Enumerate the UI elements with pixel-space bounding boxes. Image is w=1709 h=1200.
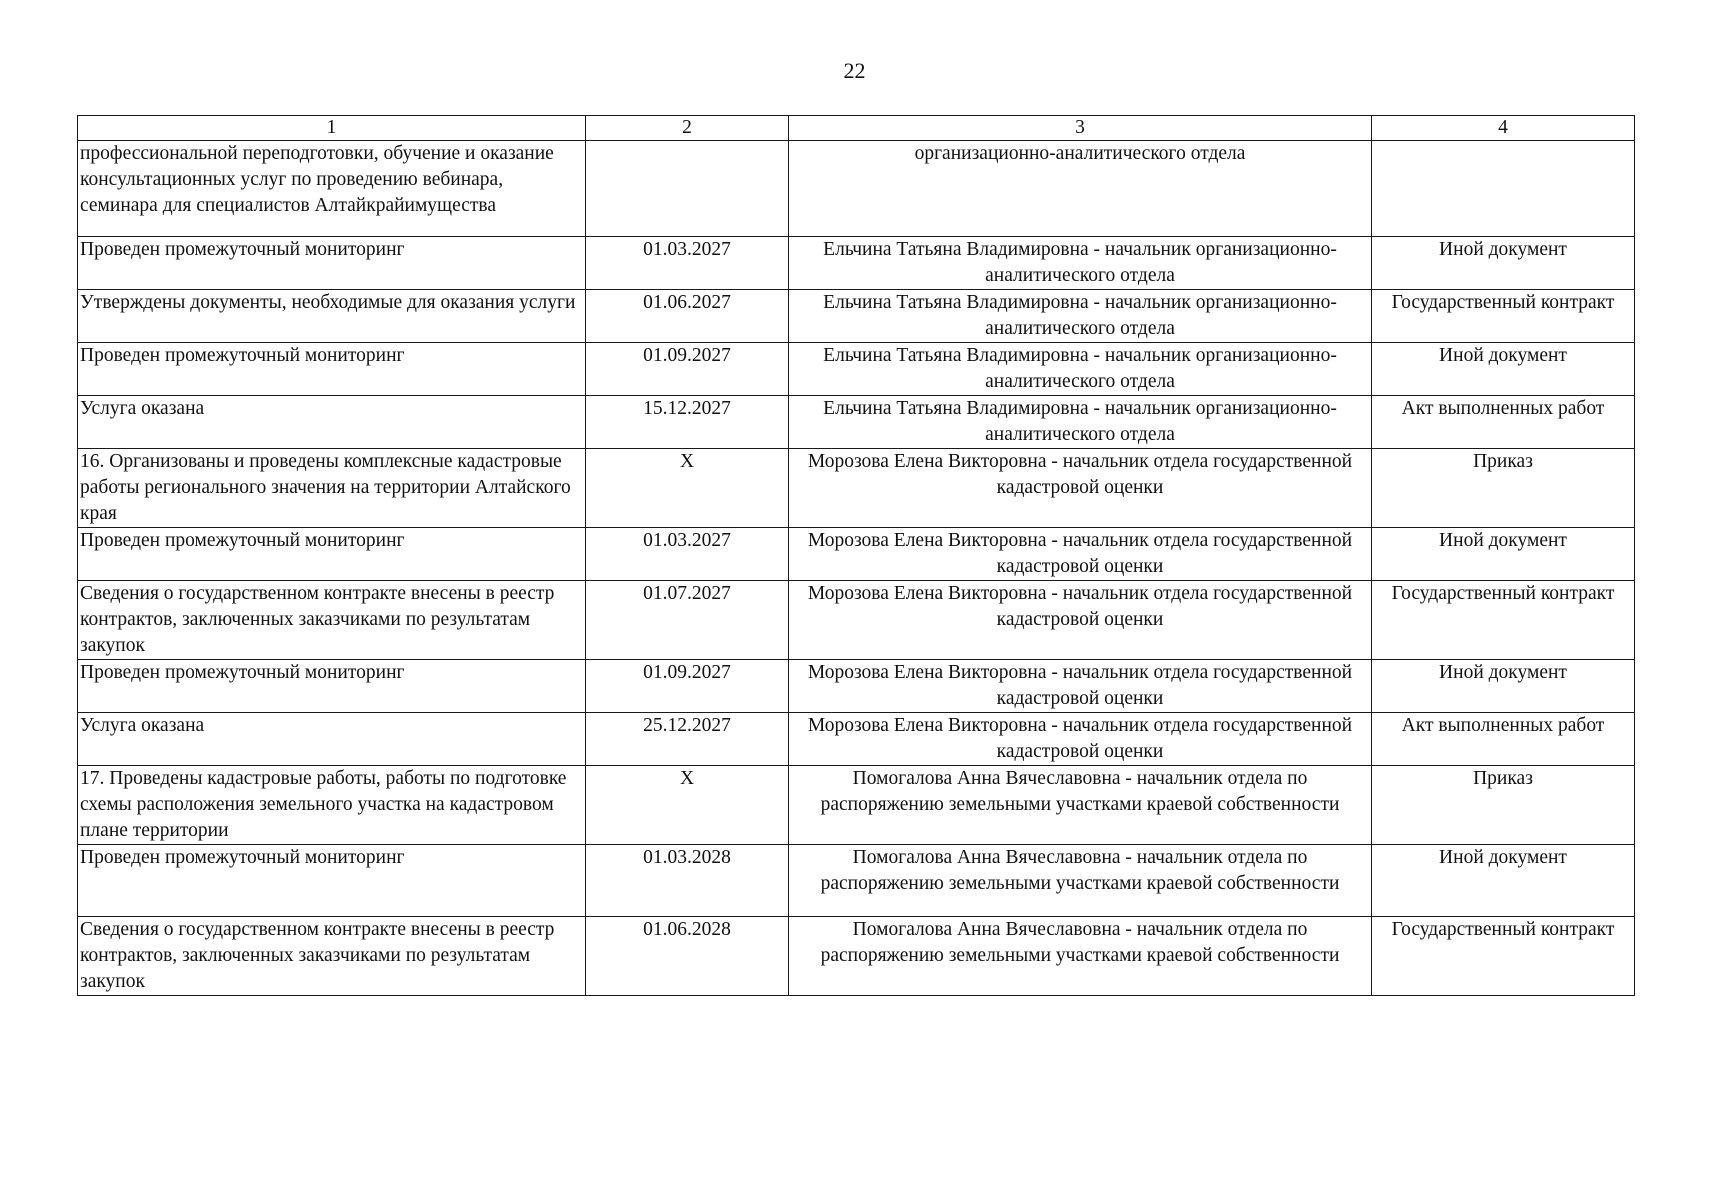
document-type-cell: Приказ bbox=[1372, 449, 1635, 528]
column-header-3: 3 bbox=[789, 116, 1372, 141]
responsible-cell: Ельчина Татьяна Владимировна - начальник организационно-аналитического отдела bbox=[789, 396, 1372, 449]
responsible-cell: Ельчина Татьяна Владимировна - начальник организационно-аналитического отдела bbox=[789, 237, 1372, 290]
milestone-cell: профессиональной переподготовки, обучение и оказание консультационных услуг по проведению вебинара, семинара для специалистов Алтайкрайимущества bbox=[78, 141, 586, 237]
document-type-cell: Государственный контракт bbox=[1372, 290, 1635, 343]
column-header-4: 4 bbox=[1372, 116, 1635, 141]
table-row bbox=[78, 660, 1635, 713]
responsible-cell: Ельчина Татьяна Владимировна - начальник организационно-аналитического отдела bbox=[789, 343, 1372, 396]
milestone-cell: Проведен промежуточный мониторинг bbox=[78, 528, 586, 581]
responsible-cell: Помогалова Анна Вячеславовна - начальник отдела по распоряжению земельными участками краевой собственности bbox=[789, 766, 1372, 845]
deadline-cell: Х bbox=[586, 766, 789, 845]
milestone-cell: Проведен промежуточный мониторинг bbox=[78, 343, 586, 396]
table-row bbox=[78, 290, 1635, 343]
table-row bbox=[78, 766, 1635, 845]
deadline-cell: 01.03.2027 bbox=[586, 237, 789, 290]
milestone-cell: Утверждены документы, необходимые для оказания услуги bbox=[78, 290, 586, 343]
document-type-cell: Приказ bbox=[1372, 766, 1635, 845]
responsible-cell: Морозова Елена Викторовна - начальник отдела государственной кадастровой оценки bbox=[789, 713, 1372, 766]
table-row bbox=[78, 343, 1635, 396]
deadline-cell: 01.03.2028 bbox=[586, 845, 789, 917]
document-type-cell: Иной документ bbox=[1372, 660, 1635, 713]
table-body bbox=[78, 141, 1635, 996]
responsible-cell: Ельчина Татьяна Владимировна - начальник организационно-аналитического отдела bbox=[789, 290, 1372, 343]
document-type-cell: Иной документ bbox=[1372, 528, 1635, 581]
table-row bbox=[78, 396, 1635, 449]
document-type-cell: Иной документ bbox=[1372, 845, 1635, 917]
responsible-cell: Морозова Елена Викторовна - начальник отдела государственной кадастровой оценки bbox=[789, 581, 1372, 660]
table-row bbox=[78, 237, 1635, 290]
milestone-cell: Сведения о государственном контракте внесены в реестр контрактов, заключенных заказчиками по результатам закупок bbox=[78, 581, 586, 660]
schedule-table bbox=[77, 115, 1635, 996]
table-header-row bbox=[78, 116, 1635, 141]
milestone-cell: Сведения о государственном контракте внесены в реестр контрактов, заключенных заказчиками по результатам закупок bbox=[78, 917, 586, 996]
table-row bbox=[78, 917, 1635, 996]
page-number: 22 bbox=[843, 58, 866, 83]
document-type-cell: Акт выполненных работ bbox=[1372, 396, 1635, 449]
responsible-cell: Помогалова Анна Вячеславовна - начальник отдела по распоряжению земельными участками краевой собственности bbox=[789, 845, 1372, 917]
milestone-cell: 17. Проведены кадастровые работы, работы по подготовке схемы расположения земельного участка на кадастровом плане территории bbox=[78, 766, 586, 845]
table-row bbox=[78, 845, 1635, 917]
deadline-cell: 01.09.2027 bbox=[586, 343, 789, 396]
document-type-cell: Иной документ bbox=[1372, 343, 1635, 396]
table-row bbox=[78, 141, 1635, 237]
table-row bbox=[78, 449, 1635, 528]
milestone-cell: Услуга оказана bbox=[78, 396, 586, 449]
deadline-cell: 01.06.2028 bbox=[586, 917, 789, 996]
column-header-2: 2 bbox=[586, 116, 789, 141]
deadline-cell: 01.07.2027 bbox=[586, 581, 789, 660]
responsible-cell: Морозова Елена Викторовна - начальник отдела государственной кадастровой оценки bbox=[789, 528, 1372, 581]
deadline-cell: 01.09.2027 bbox=[586, 660, 789, 713]
milestone-cell: Проведен промежуточный мониторинг bbox=[78, 660, 586, 713]
deadline-cell: 01.03.2027 bbox=[586, 528, 789, 581]
column-header-1: 1 bbox=[78, 116, 586, 141]
deadline-cell: Х bbox=[586, 449, 789, 528]
responsible-cell: организационно-аналитического отдела bbox=[789, 141, 1372, 237]
milestone-cell: Проведен промежуточный мониторинг bbox=[78, 845, 586, 917]
responsible-cell: Помогалова Анна Вячеславовна - начальник отдела по распоряжению земельными участками краевой собственности bbox=[789, 917, 1372, 996]
milestone-cell: 16. Организованы и проведены комплексные кадастровые работы регионального значения на территории Алтайского края bbox=[78, 449, 586, 528]
document-type-cell: Иной документ bbox=[1372, 237, 1635, 290]
document-type-cell: Государственный контракт bbox=[1372, 917, 1635, 996]
deadline-cell: 15.12.2027 bbox=[586, 396, 789, 449]
deadline-cell: 25.12.2027 bbox=[586, 713, 789, 766]
deadline-cell: 01.06.2027 bbox=[586, 290, 789, 343]
milestone-cell: Проведен промежуточный мониторинг bbox=[78, 237, 586, 290]
milestone-cell: Услуга оказана bbox=[78, 713, 586, 766]
document-type-cell: Государственный контракт bbox=[1372, 581, 1635, 660]
table-row bbox=[78, 581, 1635, 660]
responsible-cell: Морозова Елена Викторовна - начальник отдела государственной кадастровой оценки bbox=[789, 449, 1372, 528]
responsible-cell: Морозова Елена Викторовна - начальник отдела государственной кадастровой оценки bbox=[789, 660, 1372, 713]
document-type-cell: Акт выполненных работ bbox=[1372, 713, 1635, 766]
document-type-cell bbox=[1372, 141, 1635, 237]
table-row bbox=[78, 713, 1635, 766]
table-row bbox=[78, 528, 1635, 581]
deadline-cell bbox=[586, 141, 789, 237]
